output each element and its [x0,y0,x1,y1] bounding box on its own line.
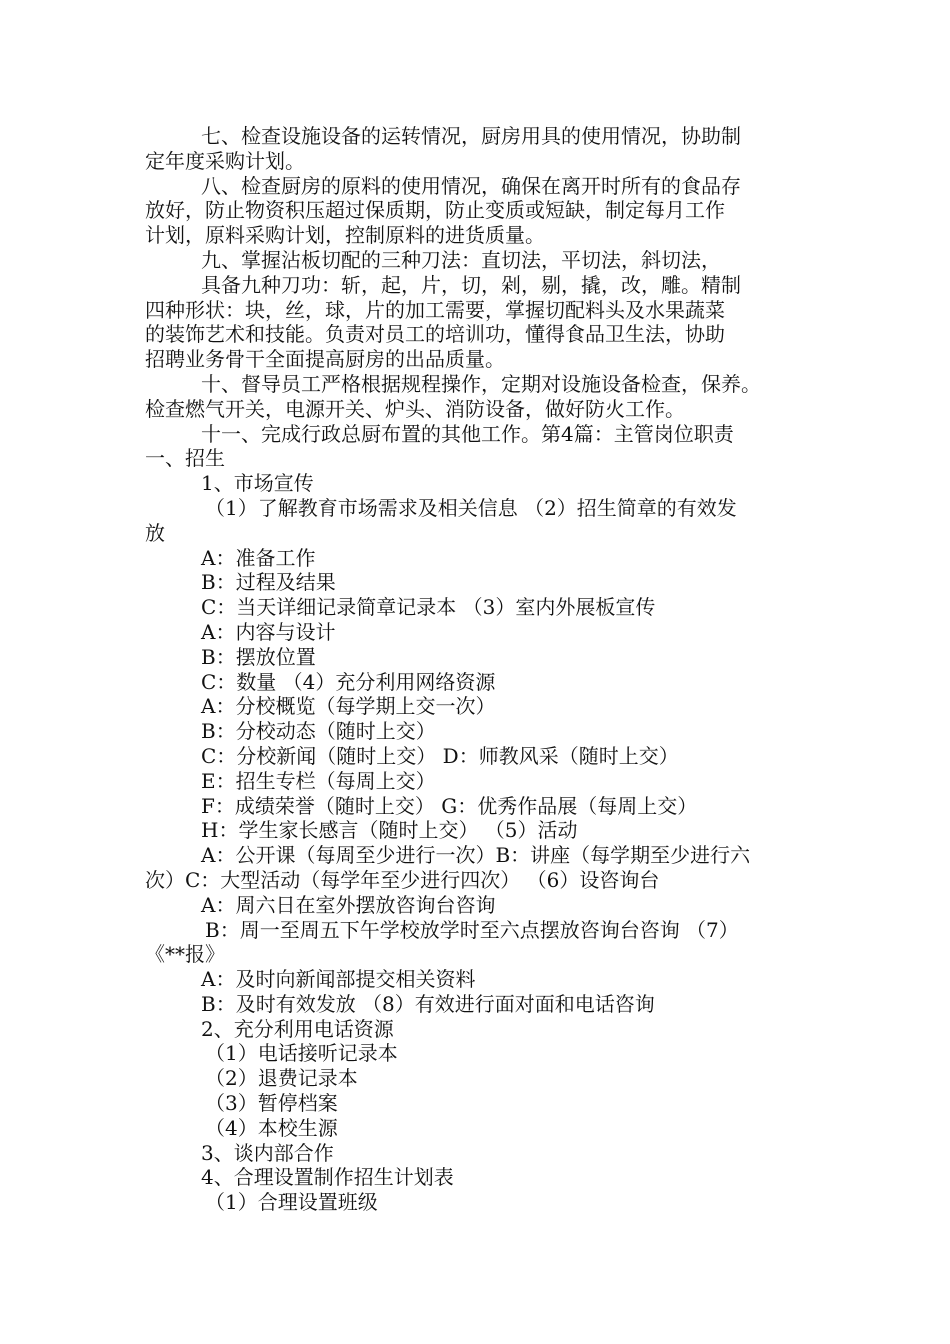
text-line: 十一、完成行政总厨布置的其他工作。第4篇：主管岗位职责 [201,421,734,446]
text-line: B：过程及结果 [201,570,336,595]
text-line: A：准备工作 [201,545,316,570]
paragraph [145,174,810,248]
text-line: 《**报》 [145,942,225,967]
text-line: （3）暂停档案 [205,1091,338,1116]
paragraph [145,248,810,273]
paragraph [145,843,810,893]
text-line: （1）电话接听记录本 [205,1041,398,1066]
text-line: E：招生专栏（每周上交） [201,768,436,793]
text-line: （2）退费记录本 [205,1066,358,1091]
text-line: 招聘业务骨干全面提高厨房的出品质量。 [145,347,505,372]
text-line: C：当天详细记录简章记录本 （3）室内外展板宣传 [201,595,656,620]
paragraph [145,570,810,595]
text-line: 1、市场宣传 [201,471,314,496]
text-line: 定年度采购计划。 [145,148,305,173]
text-line: F：成绩荣誉（随时上交） G：优秀作品展（每周上交） [201,793,698,818]
text-line: H：学生家长感言（随时上交） （5）活动 [201,818,578,843]
text-line: A：及时向新闻部提交相关资料 [201,967,476,992]
paragraph [145,794,810,819]
paragraph [145,1165,810,1190]
paragraph [145,992,810,1017]
paragraph [145,893,810,918]
text-line: 检查燃气开关，电源开关、炉头、消防设备，做好防火工作。 [145,396,685,421]
text-line: A：内容与设计 [201,619,336,644]
paragraph [145,645,810,670]
text-line: 一、招生 [145,446,225,471]
paragraph [145,670,810,695]
text-line: A：周六日在室外摆放咨询台咨询 [201,892,496,917]
document-body [145,124,810,1215]
text-line: 3、谈内部合作 [201,1140,334,1165]
paragraph [145,744,810,769]
text-line: 七、检查设施设备的运转情况，厨房用具的使用情况，协助制 [201,124,741,148]
text-line: 放好，防止物资积压超过保质期，防止变质或短缺，制定每月工作 [145,198,725,223]
paragraph [145,818,810,843]
paragraph [145,273,810,372]
text-line: （4）本校生源 [205,1115,338,1140]
text-line: B：及时有效发放 （8）有效进行面对面和电话咨询 [201,991,655,1016]
text-line: 九、掌握沾板切配的三种刀法：直切法，平切法，斜切法， [201,247,721,272]
paragraph [145,769,810,794]
paragraph [145,1091,810,1116]
text-line: （1）了解教育市场需求及相关信息 （2）招生简章的有效发 [205,495,737,520]
text-line: C：分校新闻（随时上交） D：师教风采（随时上交） [201,743,679,768]
paragraph [145,1041,810,1066]
paragraph [145,496,810,546]
text-line: 计划，原料采购计划，控制原料的进货质量。 [145,223,545,248]
text-line: A：分校概览（每学期上交一次） [201,694,496,719]
text-line: B：分校动态（随时上交） [201,719,436,744]
paragraph [145,471,810,496]
text-line: 次）C：大型活动（每学年至少进行四次） （6）设咨询台 [145,867,660,892]
paragraph [145,372,810,422]
paragraph [145,719,810,744]
text-line: 4、合理设置制作招生计划表 [201,1165,454,1190]
paragraph [145,546,810,571]
text-line: 八、检查厨房的原料的使用情况，确保在离开时所有的食品存 [201,173,741,198]
text-line: B：摆放位置 [201,644,316,669]
paragraph [145,124,810,174]
text-line: B：周一至周五下午学校放学时至六点摆放咨询台咨询 （7） [205,917,739,942]
text-line: 放 [145,520,165,545]
paragraph [145,1190,810,1215]
paragraph [145,694,810,719]
paragraph [145,620,810,645]
text-line: 四种形状：块，丝，球，片的加工需要，掌握切配料头及水果蔬菜 [145,297,725,322]
text-line: C：数量 （4）充分利用网络资源 [201,669,496,694]
text-line: 十、督导员工严格根据规程操作，定期对设施设备检查，保养。 [201,371,761,396]
paragraph [145,1017,810,1042]
paragraph [145,967,810,992]
text-line: 具备九种刀功：斩，起，片，切，剁，剔，撬，改，雕。精制 [201,272,741,297]
text-line: 的装饰艺术和技能。负责对员工的培训功，懂得食品卫生法，协助 [145,322,725,347]
paragraph [145,918,810,968]
text-line: A：公开课（每周至少进行一次）B：讲座（每学期至少进行六 [201,843,751,868]
text-line: （1）合理设置班级 [205,1190,378,1215]
paragraph [145,595,810,620]
paragraph [145,1066,810,1091]
text-line: 2、充分利用电话资源 [201,1016,394,1041]
paragraph [145,1116,810,1141]
paragraph [145,422,810,472]
paragraph [145,1141,810,1166]
